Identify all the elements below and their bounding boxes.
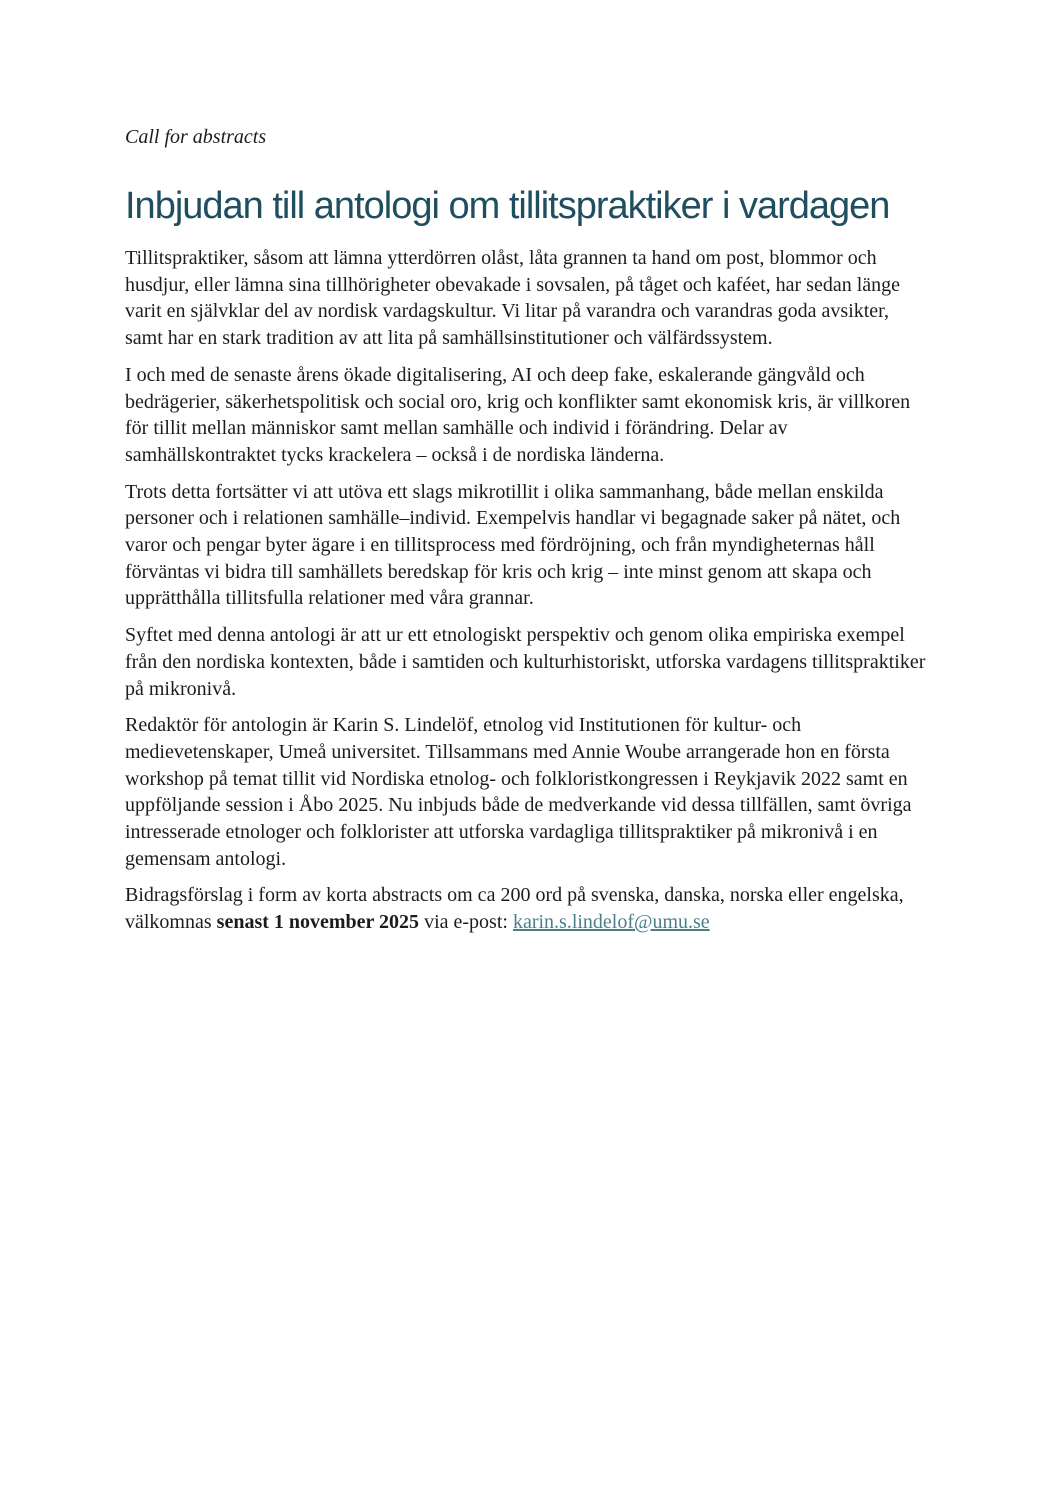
paragraph-editor-info: Redaktör för antologin är Karin S. Lindelöf, etnolog vid Institutionen för kultur- och medievetenskaper, Umeå universitet. Tillsammans med Annie Woube arrangerade hon en första workshop på temat tillit vid Nordiska etnolog- och folkloristkongressen i Reykjavik 2022 samt en uppföljande session i Åbo 2025. Nu inbjuds både de medverkande vid dessa tillfällen, samt övriga intresserade etnologer och folklorister att utforska vardagliga tillitspraktiker på mikronivå i en gemensam antologi. — [125, 714, 912, 870]
paragraph-submission — [125, 882, 931, 935]
paragraph-intro-trust-practices: Tillitspraktiker, såsom att lämna ytterdörren olåst, låta grannen ta hand om post, blommor och husdjur, eller lämna sina tillhörigheter obevakade i sovsalen, på tåget och kaféet, har sedan länge varit en självklar del av nordisk vardagskultur. Vi litar på varandra och varandras goda avsikter, samt har en stark tradition av att lita på samhällsinstitutioner och välfärdssystem. — [125, 247, 901, 350]
submission-text-middle: via e-post: — [419, 911, 513, 934]
document-content — [125, 124, 931, 946]
paragraph-digitalisation-crisis: I och med de senaste årens ökade digitalisering, AI och deep fake, eskalerande gängvåld och bedrägerier, säkerhetspolitisk och social oro, krig och konflikter samt ekonomisk kris, är villkoren för tillit mellan människor samt mellan samhälle och individ i förändring. Delar av samhällskontraktet tycks krackelera – också i de nordiska länderna. — [125, 363, 911, 466]
kicker-call-for-abstracts: Call for abstracts — [125, 126, 267, 148]
submission-deadline: senast 1 november 2025 — [216, 911, 420, 934]
paragraph-microtrust: Trots detta fortsätter vi att utöva ett slags mikrotillit i olika sammanhang, både mellan enskilda personer och i relationen samhälle–individ. Exempelvis handlar vi begagnade saker på nätet, och varor och pengar byter ägare i en tillitsprocess med fördröjning, och från myndigheternas håll förväntas vi bidra till samhällets beredskap för kris och krig – inte minst genom att skapa och upprätthålla tillitsfulla relationer med våra grannar. — [125, 480, 901, 610]
submission-text-before: Bidragsförslag i form av korta abstracts om ca 200 ord på svenska, danska, norska eller engelska, välkomnas — [125, 884, 904, 934]
paragraph-purpose: Syftet med denna antologi är att ur ett etnologiskt perspektiv och genom olika empiriska exempel från den nordiska kontexten, både i samtiden och kulturhistoriskt, utforska vardagens tillitspraktiker på mikronivå. — [125, 624, 926, 700]
email-link[interactable]: karin.s.lindelof@umu.se — [512, 911, 710, 934]
page-title: Inbjudan till antologi om tillitspraktiker i vardagen — [125, 185, 890, 227]
